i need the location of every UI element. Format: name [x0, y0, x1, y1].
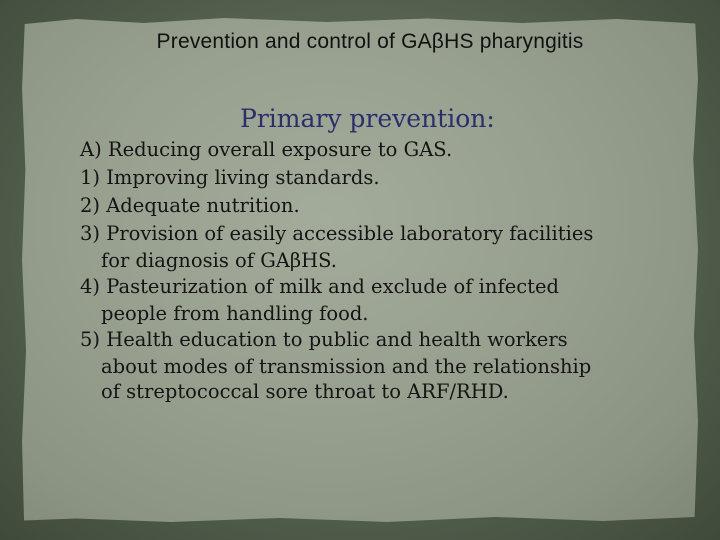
list-item — [80, 273, 700, 326]
list-item — [80, 164, 700, 192]
list-item-text: 4) Pasteurization of milk and exclude of infected — [80, 275, 560, 298]
list-item — [80, 220, 700, 273]
section-heading: Primary prevention: — [240, 104, 495, 133]
list-item — [80, 192, 700, 220]
list-item — [80, 136, 700, 164]
prevention-list — [80, 136, 700, 404]
slide-title: Prevention and control of GAβHS pharyngitis — [156, 30, 584, 53]
list-item-continuation: of streptococcal sore throat to ARF/RHD. — [101, 380, 509, 403]
list-item-continuation: for diagnosis of GAβHS. — [101, 249, 338, 272]
list-item-text: 1) Improving living standards. — [80, 166, 380, 189]
list-item-continuation: about modes of transmission and the relationship — [101, 355, 592, 378]
list-item-text: 2) Adequate nutrition. — [80, 194, 300, 217]
list-item-text: 5) Health education to public and health workers — [80, 328, 568, 351]
list-item — [80, 326, 700, 404]
list-item-continuation: people from handling food. — [101, 302, 369, 325]
list-item-text: A) Reducing overall exposure to GAS. — [80, 138, 453, 161]
list-item-text: 3) Provision of easily accessible laboratory facilities — [80, 222, 594, 245]
